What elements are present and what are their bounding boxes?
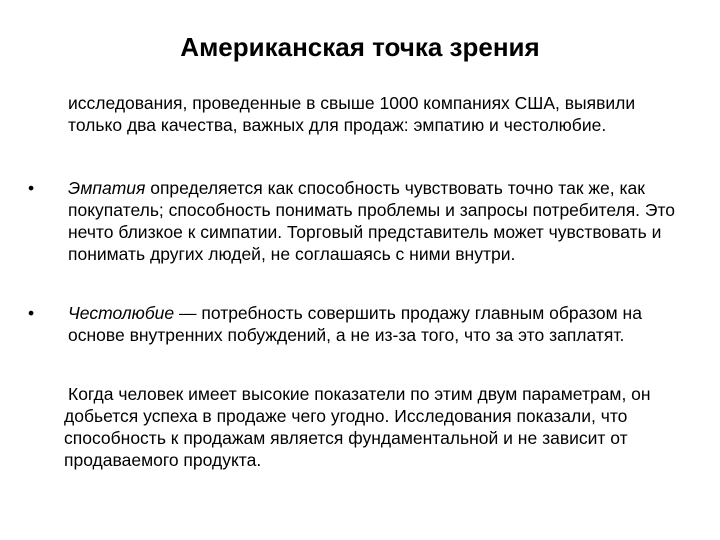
intro-paragraph: исследования, проведенные в свыше 1000 компаниях США, выявили только два качества, важных для продаж: эмпатию и честолюбие.: [68, 93, 636, 135]
bullet-term: Честолюбие: [68, 303, 175, 323]
conclusion-paragraph: Когда человек имеет высокие показатели по этим двум параметрам, он добьется успеха в продаже чего угодно. Исследования показали, что способность к продажам является фундаментальной и не зависит от продаваемого продукта.: [64, 384, 651, 470]
bullet-ambition: [28, 302, 678, 346]
bullet-marker: •: [28, 178, 35, 198]
bullet-empathy: [28, 177, 678, 265]
bullet-term: Эмпатия: [68, 178, 146, 198]
bullet-text: [68, 177, 678, 265]
bullet-body: — потребность совершить продажу главным образом на основе внутренних побуждений, а не из-за того, что за это заплатят.: [68, 303, 642, 345]
bullet-text: [68, 302, 678, 346]
bullet-marker: •: [28, 303, 35, 323]
slide-title: Американская точка зрения: [180, 32, 540, 62]
bullet-body: определяется как способность чувствовать точно так же, как покупатель; способность понимать проблемы и запросы потребителя. Это нечто близкое к симпатии. Торговый представитель может чувствовать и понимать других людей, не соглашаясь с ними внутри.: [68, 178, 676, 264]
